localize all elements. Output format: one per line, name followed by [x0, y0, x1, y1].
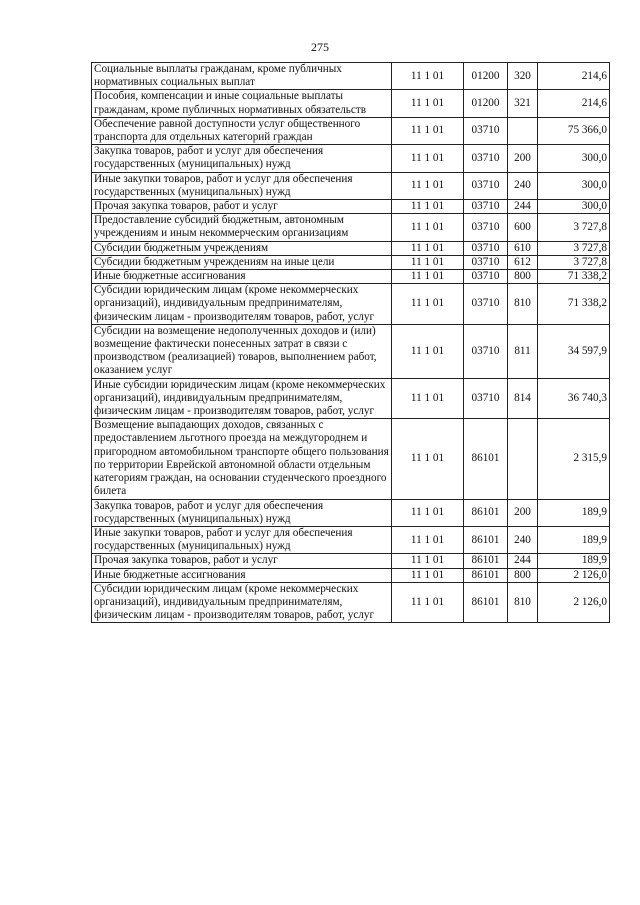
row-type-cell: 600	[508, 214, 538, 241]
table-row	[92, 255, 610, 269]
table-row	[92, 117, 610, 144]
row-amount-cell: 214,6	[538, 63, 610, 90]
row-code-cell: 11 1 01	[392, 554, 464, 568]
table-row	[92, 63, 610, 90]
row-type-cell	[508, 419, 538, 499]
row-target-cell: 86101	[464, 526, 508, 553]
row-name-cell: Обеспечение равной доступности услуг общественного транспорта для отдельных категорий граждан	[92, 117, 392, 144]
row-type-cell: 612	[508, 255, 538, 269]
row-type-cell: 810	[508, 582, 538, 623]
table-row	[92, 419, 610, 499]
row-name-cell: Закупка товаров, работ и услуг для обеспечения государственных (муниципальных) нужд	[92, 499, 392, 526]
row-name-cell: Закупка товаров, работ и услуг для обеспечения государственных (муниципальных) нужд	[92, 145, 392, 172]
row-code-cell: 11 1 01	[392, 270, 464, 284]
row-target-cell: 03710	[464, 378, 508, 419]
row-code-cell: 11 1 01	[392, 145, 464, 172]
row-code-cell: 11 1 01	[392, 284, 464, 325]
table-row	[92, 582, 610, 623]
table-row	[92, 324, 610, 378]
row-name-cell: Субсидии бюджетным учреждениям	[92, 241, 392, 255]
row-amount-cell: 3 727,8	[538, 241, 610, 255]
row-type-cell: 240	[508, 526, 538, 553]
row-amount-cell: 36 740,3	[538, 378, 610, 419]
row-target-cell: 86101	[464, 568, 508, 582]
table-row	[92, 499, 610, 526]
row-amount-cell: 3 727,8	[538, 255, 610, 269]
row-amount-cell: 34 597,9	[538, 324, 610, 378]
row-name-cell: Субсидии юридическим лицам (кроме некоммерческих организаций), индивидуальным предпринимателям, физическим лицам - производителям товаров, работ, услуг	[92, 582, 392, 623]
row-code-cell: 11 1 01	[392, 526, 464, 553]
table-row	[92, 172, 610, 199]
table-row	[92, 378, 610, 419]
row-type-cell: 800	[508, 568, 538, 582]
row-target-cell: 86101	[464, 419, 508, 499]
row-target-cell: 03710	[464, 284, 508, 325]
row-type-cell: 800	[508, 270, 538, 284]
row-target-cell: 03710	[464, 172, 508, 199]
row-name-cell: Прочая закупка товаров, работ и услуг	[92, 554, 392, 568]
row-target-cell: 03710	[464, 200, 508, 214]
row-code-cell: 11 1 01	[392, 172, 464, 199]
row-code-cell: 11 1 01	[392, 214, 464, 241]
row-name-cell: Иные бюджетные ассигнования	[92, 568, 392, 582]
row-type-cell: 244	[508, 200, 538, 214]
row-target-cell: 01200	[464, 90, 508, 117]
row-amount-cell: 300,0	[538, 172, 610, 199]
row-target-cell: 03710	[464, 117, 508, 144]
row-type-cell	[508, 117, 538, 144]
row-amount-cell: 71 338,2	[538, 270, 610, 284]
budget-table	[91, 62, 610, 623]
row-amount-cell: 189,9	[538, 499, 610, 526]
row-code-cell: 11 1 01	[392, 63, 464, 90]
row-target-cell: 86101	[464, 499, 508, 526]
row-amount-cell: 300,0	[538, 145, 610, 172]
table-row	[92, 200, 610, 214]
row-type-cell: 811	[508, 324, 538, 378]
row-type-cell: 320	[508, 63, 538, 90]
row-target-cell: 03710	[464, 255, 508, 269]
row-name-cell: Субсидии бюджетным учреждениям на иные цели	[92, 255, 392, 269]
row-code-cell: 11 1 01	[392, 90, 464, 117]
row-name-cell: Социальные выплаты гражданам, кроме публичных нормативных социальных выплат	[92, 63, 392, 90]
row-code-cell: 11 1 01	[392, 378, 464, 419]
page-number: 275	[311, 40, 329, 54]
row-type-cell: 240	[508, 172, 538, 199]
row-type-cell: 244	[508, 554, 538, 568]
row-amount-cell: 189,9	[538, 554, 610, 568]
table-row	[92, 568, 610, 582]
row-type-cell: 610	[508, 241, 538, 255]
table-row	[92, 145, 610, 172]
row-code-cell: 11 1 01	[392, 200, 464, 214]
row-target-cell: 03710	[464, 145, 508, 172]
row-amount-cell: 189,9	[538, 526, 610, 553]
table-row	[92, 241, 610, 255]
row-code-cell: 11 1 01	[392, 582, 464, 623]
row-amount-cell: 2 315,9	[538, 419, 610, 499]
row-amount-cell: 2 126,0	[538, 568, 610, 582]
row-name-cell: Иные субсидии юридическим лицам (кроме некоммерческих организаций), индивидуальным предпринимателям, физическим лицам - производителям товаров, работ, услуг	[92, 378, 392, 419]
row-name-cell: Пособия, компенсации и иные социальные выплаты гражданам, кроме публичных нормативных обязательств	[92, 90, 392, 117]
row-code-cell: 11 1 01	[392, 117, 464, 144]
row-target-cell: 03710	[464, 324, 508, 378]
row-name-cell: Иные закупки товаров, работ и услуг для обеспечения государственных (муниципальных) нужд	[92, 172, 392, 199]
row-name-cell: Иные закупки товаров, работ и услуг для обеспечения государственных (муниципальных) нужд	[92, 526, 392, 553]
row-name-cell: Субсидии на возмещение недополученных доходов и (или) возмещение фактически понесенных затрат в связи с производством (реализацией) товаров, выполнением работ, оказанием услуг	[92, 324, 392, 378]
row-type-cell: 200	[508, 145, 538, 172]
row-code-cell: 11 1 01	[392, 255, 464, 269]
row-code-cell: 11 1 01	[392, 419, 464, 499]
row-type-cell: 814	[508, 378, 538, 419]
budget-table-body	[92, 63, 610, 623]
row-type-cell: 321	[508, 90, 538, 117]
row-amount-cell: 2 126,0	[538, 582, 610, 623]
row-target-cell: 03710	[464, 270, 508, 284]
row-target-cell: 03710	[464, 241, 508, 255]
row-amount-cell: 3 727,8	[538, 214, 610, 241]
table-row	[92, 90, 610, 117]
row-target-cell: 01200	[464, 63, 508, 90]
table-row	[92, 554, 610, 568]
row-type-cell: 200	[508, 499, 538, 526]
table-row	[92, 270, 610, 284]
row-amount-cell: 214,6	[538, 90, 610, 117]
row-name-cell: Иные бюджетные ассигнования	[92, 270, 392, 284]
row-amount-cell: 71 338,2	[538, 284, 610, 325]
row-code-cell: 11 1 01	[392, 324, 464, 378]
row-name-cell: Прочая закупка товаров, работ и услуг	[92, 200, 392, 214]
row-type-cell: 810	[508, 284, 538, 325]
row-name-cell: Предоставление субсидий бюджетным, автономным учреждениям и иным некоммерческим организациям	[92, 214, 392, 241]
row-name-cell: Субсидии юридическим лицам (кроме некоммерческих организаций), индивидуальным предпринимателям, физическим лицам - производителям товаров, работ, услуг	[92, 284, 392, 325]
row-code-cell: 11 1 01	[392, 499, 464, 526]
row-amount-cell: 300,0	[538, 200, 610, 214]
table-row	[92, 526, 610, 553]
row-code-cell: 11 1 01	[392, 568, 464, 582]
row-amount-cell: 75 366,0	[538, 117, 610, 144]
table-row	[92, 284, 610, 325]
row-target-cell: 86101	[464, 554, 508, 568]
row-target-cell: 03710	[464, 214, 508, 241]
table-row	[92, 214, 610, 241]
row-name-cell: Возмещение выпадающих доходов, связанных с предоставлением льготного проезда на междугороднем и пригородном автомобильном транспорте общего пользования по территории Еврейской автономной области отдельным категориям граждан, на основании студенческого проездного билета	[92, 419, 392, 499]
row-code-cell: 11 1 01	[392, 241, 464, 255]
row-target-cell: 86101	[464, 582, 508, 623]
